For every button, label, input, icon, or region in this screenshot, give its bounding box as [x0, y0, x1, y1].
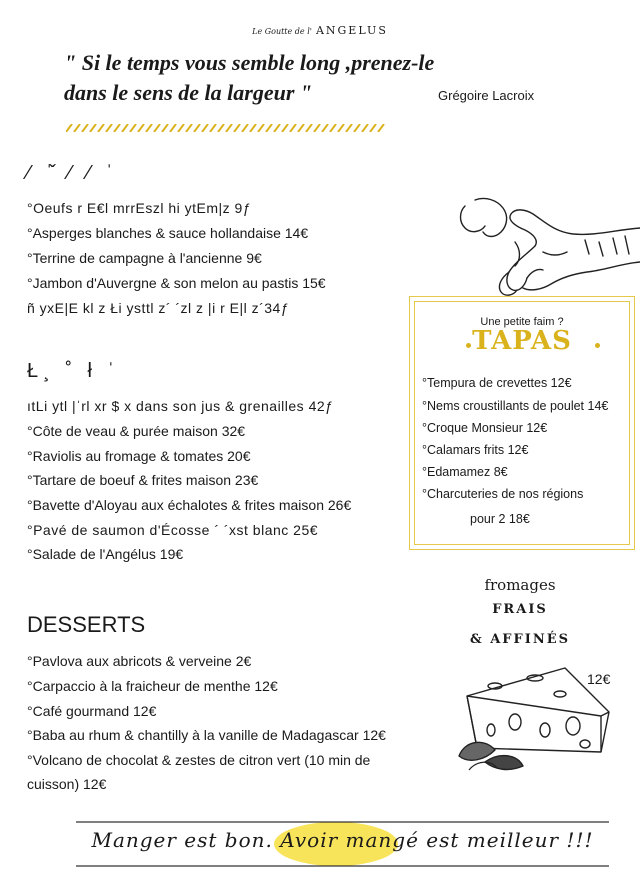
plats-heading: Ł¸ ˚ ł ˈ — [27, 360, 120, 382]
plat-item-4: °Tartare de boeuf & frites maison 23€ — [27, 472, 259, 488]
footer-slogan: Manger est bon. Avoir mangé est meilleur !!! — [91, 828, 594, 852]
tapas-price-line: pour 2 18€ — [470, 512, 530, 526]
dessert-item-6: cuisson) 12€ — [27, 776, 107, 792]
dessert-item-3: °Café gourmand 12€ — [27, 703, 157, 719]
tapas-title: TAPAS — [472, 326, 572, 356]
plat-item-3: °Raviolis au fromage & tomates 20€ — [27, 448, 251, 464]
fromages-title: fromages — [484, 576, 556, 594]
tapas-item-6: °Charcuteries de nos régions — [422, 487, 584, 501]
hand-sketch-illustration — [455, 192, 640, 300]
plat-item-6: °Pavé de saumon d'Écosse ´ ´xst blanc 25€ — [27, 522, 319, 538]
tapas-item-5: °Edamamez 8€ — [422, 465, 508, 479]
tapas-item-1: °Tempura de crevettes 12€ — [422, 376, 572, 390]
fromages-price: 12€ — [587, 671, 611, 687]
dessert-item-4: °Baba au rhum & chantilly à la vanille de Madagascar 12€ — [27, 727, 386, 743]
dessert-item-1: °Pavlova aux abricots & verveine 2€ — [27, 653, 252, 669]
cheese-sketch-illustration — [455, 656, 615, 776]
tapas-item-2: °Nems croustillants de poulet 14€ — [422, 399, 609, 413]
yellow-hatch-divider — [66, 124, 390, 132]
dessert-item-5: °Volcano de chocolat & zestes de citron vert (10 min de — [27, 752, 371, 768]
quote-author: Grégoire Lacroix — [438, 88, 535, 103]
tapas-item-3: °Croque Monsieur 12€ — [422, 421, 548, 435]
tapas-item-4: °Calamars frits 12€ — [422, 443, 529, 457]
quote-line-2: dans le sens de la largeur " — [64, 80, 313, 105]
entree-item-2: °Asperges blanches & sauce hollandaise 14€ — [27, 225, 309, 241]
tapas-dot-right — [595, 343, 600, 348]
plat-item-5: °Bavette d'Aloyau aux échalotes & frites maison 26€ — [27, 497, 352, 513]
desserts-heading: DESSERTS — [27, 612, 146, 637]
entree-item-4: °Jambon d'Auvergne & son melon au pastis 15€ — [27, 275, 326, 291]
plat-item-2: °Côte de veau & purée maison 32€ — [27, 423, 246, 439]
fromages-frais: FRAIS — [492, 602, 548, 617]
brand-name: ANGELUS — [315, 24, 388, 37]
plat-item-1: ıtLi ytl |ˈrl xr $ x dans son jus & grenailles 42ƒ — [27, 398, 334, 414]
brand-script: Le Goutte de l' — [252, 27, 312, 36]
quote-line-1: " Si le temps vous semble long ,prenez-le — [64, 50, 435, 75]
entree-item-5: ñ yxE|E kl z Łi ysttl z´ ´zl z |i r E|l z´34ƒ — [27, 300, 290, 316]
fromages-affines: & AFFINÉS — [469, 632, 571, 647]
brand-title — [0, 24, 640, 37]
tapas-dot-left — [466, 343, 471, 348]
entrees-heading: ⁄ ˈ̌ ⁄ ⁄ ˈ — [27, 162, 118, 184]
tapas-subtitle: Une petite faim ? — [480, 316, 564, 328]
plat-item-7: °Salade de l'Angélus 19€ — [27, 546, 184, 562]
entree-item-1: °Oeufs r E€l mrrEszl hi ytEm|z 9ƒ — [27, 200, 252, 216]
entree-item-3: °Terrine de campagne à l'ancienne 9€ — [27, 250, 262, 266]
dessert-item-2: °Carpaccio à la fraicheur de menthe 12€ — [27, 678, 278, 694]
